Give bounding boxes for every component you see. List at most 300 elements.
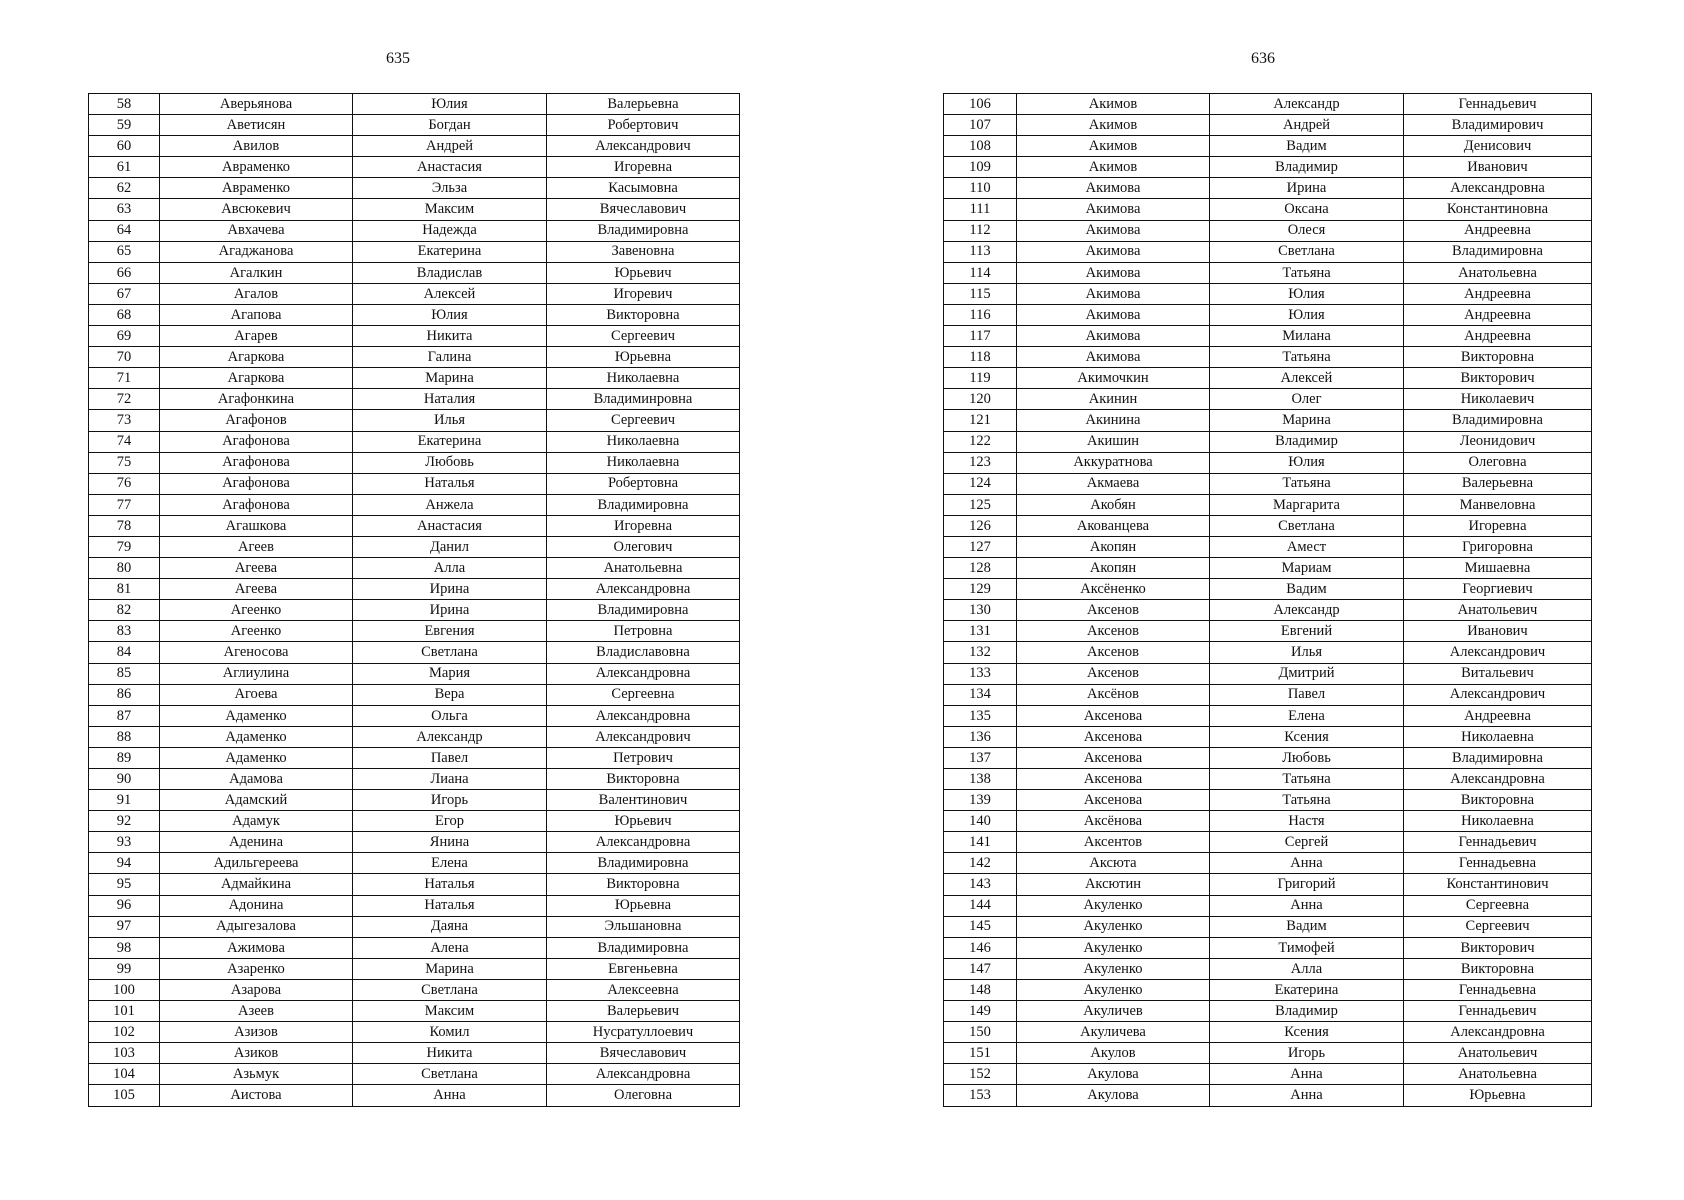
patronymic-cell: Александровна: [547, 579, 740, 600]
first-name-cell: Комил: [353, 1022, 547, 1043]
row-number-cell: 153: [944, 1085, 1017, 1106]
surname-cell: Агаджанова: [160, 241, 353, 262]
first-name-cell: Анастасия: [353, 515, 547, 536]
first-name-cell: Оксана: [1210, 199, 1404, 220]
row-number-cell: 83: [89, 621, 160, 642]
first-name-cell: Владимир: [1210, 431, 1404, 452]
patronymic-cell: Геннадьевна: [1404, 979, 1592, 1000]
row-number-cell: 78: [89, 515, 160, 536]
first-name-cell: Алла: [1210, 958, 1404, 979]
table-row: [944, 431, 1592, 452]
patronymic-cell: Владимировна: [1404, 410, 1592, 431]
patronymic-cell: Эльшановна: [547, 916, 740, 937]
first-name-cell: Лиана: [353, 769, 547, 790]
table-row: [89, 853, 740, 874]
table-row: [944, 684, 1592, 705]
first-name-cell: Павел: [1210, 684, 1404, 705]
row-number-cell: 97: [89, 916, 160, 937]
table-row: [89, 368, 740, 389]
patronymic-cell: Иванович: [1404, 157, 1592, 178]
row-number-cell: 149: [944, 1001, 1017, 1022]
first-name-cell: Ксения: [1210, 726, 1404, 747]
surname-cell: Агафонова: [160, 473, 353, 494]
first-name-cell: Елена: [353, 853, 547, 874]
first-name-cell: Егор: [353, 811, 547, 832]
surname-cell: Акуленко: [1017, 895, 1210, 916]
row-number-cell: 60: [89, 136, 160, 157]
surname-cell: Аксенов: [1017, 600, 1210, 621]
patronymic-cell: Алексеевна: [547, 979, 740, 1000]
surname-cell: Акулова: [1017, 1064, 1210, 1085]
table-row: [944, 241, 1592, 262]
first-name-cell: Илья: [353, 410, 547, 431]
table-row: [944, 157, 1592, 178]
first-name-cell: Настя: [1210, 811, 1404, 832]
table-row: [944, 790, 1592, 811]
row-number-cell: 69: [89, 326, 160, 347]
surname-cell: Авсюкевич: [160, 199, 353, 220]
patronymic-cell: Андреевна: [1404, 283, 1592, 304]
table-row: [89, 283, 740, 304]
row-number-cell: 138: [944, 769, 1017, 790]
row-number-cell: 133: [944, 663, 1017, 684]
row-number-cell: 151: [944, 1043, 1017, 1064]
first-name-cell: Юлия: [353, 304, 547, 325]
surname-cell: Авхачева: [160, 220, 353, 241]
patronymic-cell: Георгиевич: [1404, 579, 1592, 600]
surname-cell: Акимова: [1017, 178, 1210, 199]
table-row: [89, 199, 740, 220]
patronymic-cell: Иванович: [1404, 621, 1592, 642]
table-row: [944, 747, 1592, 768]
patronymic-cell: Николаевна: [1404, 811, 1592, 832]
patronymic-cell: Викторовна: [1404, 347, 1592, 368]
surname-cell: Акулова: [1017, 1085, 1210, 1106]
surname-cell: Авраменко: [160, 178, 353, 199]
patronymic-cell: Андреевна: [1404, 326, 1592, 347]
first-name-cell: Максим: [353, 199, 547, 220]
surname-cell: Агеносова: [160, 642, 353, 663]
patronymic-cell: Александровна: [547, 1064, 740, 1085]
row-number-cell: 120: [944, 389, 1017, 410]
patronymic-cell: Константинович: [1404, 874, 1592, 895]
row-number-cell: 72: [89, 389, 160, 410]
surname-cell: Агаркова: [160, 347, 353, 368]
name-table: [943, 93, 1592, 1107]
first-name-cell: Евгений: [1210, 621, 1404, 642]
first-name-cell: Татьяна: [1210, 790, 1404, 811]
patronymic-cell: Анатольевич: [1404, 600, 1592, 621]
table-row: [89, 515, 740, 536]
surname-cell: Азаренко: [160, 958, 353, 979]
first-name-cell: Олеся: [1210, 220, 1404, 241]
first-name-cell: Светлана: [353, 1064, 547, 1085]
row-number-cell: 104: [89, 1064, 160, 1085]
surname-cell: Акулов: [1017, 1043, 1210, 1064]
row-number-cell: 132: [944, 642, 1017, 663]
first-name-cell: Андрей: [353, 136, 547, 157]
patronymic-cell: Манвеловна: [1404, 494, 1592, 515]
patronymic-cell: Анатольевна: [547, 558, 740, 579]
table-row: [89, 684, 740, 705]
row-number-cell: 128: [944, 558, 1017, 579]
surname-cell: Акимова: [1017, 304, 1210, 325]
row-number-cell: 85: [89, 663, 160, 684]
row-number-cell: 145: [944, 916, 1017, 937]
surname-cell: Азарова: [160, 979, 353, 1000]
table-row: [944, 853, 1592, 874]
table-row: [89, 220, 740, 241]
patronymic-cell: Владимировна: [1404, 241, 1592, 262]
surname-cell: Адаменко: [160, 726, 353, 747]
surname-cell: Аксютин: [1017, 874, 1210, 895]
table-row: [89, 1001, 740, 1022]
row-number-cell: 110: [944, 178, 1017, 199]
surname-cell: Агафонова: [160, 431, 353, 452]
first-name-cell: Янина: [353, 832, 547, 853]
first-name-cell: Галина: [353, 347, 547, 368]
patronymic-cell: Олеговна: [547, 1085, 740, 1106]
row-number-cell: 101: [89, 1001, 160, 1022]
surname-cell: Адмайкина: [160, 874, 353, 895]
table-row: [944, 1001, 1592, 1022]
surname-cell: Агеенко: [160, 621, 353, 642]
table-row: [944, 536, 1592, 557]
first-name-cell: Вадим: [1210, 916, 1404, 937]
first-name-cell: Александр: [1210, 600, 1404, 621]
row-number-cell: 91: [89, 790, 160, 811]
first-name-cell: Алексей: [1210, 368, 1404, 389]
row-number-cell: 150: [944, 1022, 1017, 1043]
surname-cell: Аксенов: [1017, 621, 1210, 642]
row-number-cell: 61: [89, 157, 160, 178]
table-row: [89, 389, 740, 410]
surname-cell: Аксюта: [1017, 853, 1210, 874]
row-number-cell: 76: [89, 473, 160, 494]
first-name-cell: Ирина: [353, 579, 547, 600]
first-name-cell: Наталья: [353, 895, 547, 916]
surname-cell: Агеева: [160, 579, 353, 600]
table-row: [944, 937, 1592, 958]
first-name-cell: Анна: [1210, 895, 1404, 916]
patronymic-cell: Геннадьевич: [1404, 1001, 1592, 1022]
surname-cell: Азиков: [160, 1043, 353, 1064]
surname-cell: Аксенова: [1017, 726, 1210, 747]
surname-cell: Агалов: [160, 283, 353, 304]
row-number-cell: 71: [89, 368, 160, 389]
table-row: [944, 705, 1592, 726]
first-name-cell: Алла: [353, 558, 547, 579]
patronymic-cell: Игоревна: [547, 157, 740, 178]
surname-cell: Агеенко: [160, 600, 353, 621]
patronymic-cell: Александровна: [547, 663, 740, 684]
first-name-cell: Марина: [1210, 410, 1404, 431]
table-row: [89, 621, 740, 642]
first-name-cell: Юлия: [1210, 283, 1404, 304]
table-row: [944, 494, 1592, 515]
row-number-cell: 99: [89, 958, 160, 979]
patronymic-cell: Витальевич: [1404, 663, 1592, 684]
patronymic-cell: Петровна: [547, 621, 740, 642]
table-row: [89, 536, 740, 557]
first-name-cell: Игорь: [353, 790, 547, 811]
surname-cell: Агоева: [160, 684, 353, 705]
row-number-cell: 82: [89, 600, 160, 621]
surname-cell: Аксенова: [1017, 769, 1210, 790]
surname-cell: Азьмук: [160, 1064, 353, 1085]
patronymic-cell: Александровна: [1404, 769, 1592, 790]
patronymic-cell: Юрьевич: [547, 811, 740, 832]
row-number-cell: 135: [944, 705, 1017, 726]
surname-cell: Агафонов: [160, 410, 353, 431]
first-name-cell: Дмитрий: [1210, 663, 1404, 684]
table-row: [944, 389, 1592, 410]
surname-cell: Аверьянова: [160, 94, 353, 115]
surname-cell: Акуличев: [1017, 1001, 1210, 1022]
surname-cell: Акмаева: [1017, 473, 1210, 494]
row-number-cell: 126: [944, 515, 1017, 536]
table-row: [89, 304, 740, 325]
table-row: [944, 136, 1592, 157]
patronymic-cell: Юрьевна: [547, 895, 740, 916]
surname-cell: Аксенова: [1017, 747, 1210, 768]
patronymic-cell: Александровна: [547, 705, 740, 726]
row-number-cell: 74: [89, 431, 160, 452]
table-row: [89, 979, 740, 1000]
row-number-cell: 93: [89, 832, 160, 853]
patronymic-cell: Андреевна: [1404, 705, 1592, 726]
first-name-cell: Анастасия: [353, 157, 547, 178]
table-row: [944, 642, 1592, 663]
table-row: [89, 410, 740, 431]
surname-cell: Азизов: [160, 1022, 353, 1043]
surname-cell: Адамский: [160, 790, 353, 811]
first-name-cell: Наталия: [353, 389, 547, 410]
row-number-cell: 118: [944, 347, 1017, 368]
first-name-cell: Маргарита: [1210, 494, 1404, 515]
patronymic-cell: Робертович: [547, 115, 740, 136]
table-row: [89, 94, 740, 115]
first-name-cell: Игорь: [1210, 1043, 1404, 1064]
row-number-cell: 92: [89, 811, 160, 832]
row-number-cell: 79: [89, 536, 160, 557]
table-row: [89, 178, 740, 199]
row-number-cell: 125: [944, 494, 1017, 515]
row-number-cell: 88: [89, 726, 160, 747]
row-number-cell: 131: [944, 621, 1017, 642]
table-row: [89, 262, 740, 283]
patronymic-cell: Григоровна: [1404, 536, 1592, 557]
table-row: [89, 832, 740, 853]
table-row: [89, 347, 740, 368]
table-row: [944, 726, 1592, 747]
patronymic-cell: Александрович: [547, 726, 740, 747]
patronymic-cell: Сергеевич: [1404, 916, 1592, 937]
patronymic-cell: Владимирович: [1404, 115, 1592, 136]
surname-cell: Аглиулина: [160, 663, 353, 684]
surname-cell: Аксенова: [1017, 790, 1210, 811]
patronymic-cell: Николаевич: [1404, 389, 1592, 410]
row-number-cell: 113: [944, 241, 1017, 262]
patronymic-cell: Валерьевич: [547, 1001, 740, 1022]
first-name-cell: Ирина: [353, 600, 547, 621]
patronymic-cell: Касымовна: [547, 178, 740, 199]
first-name-cell: Вера: [353, 684, 547, 705]
first-name-cell: Павел: [353, 747, 547, 768]
first-name-cell: Любовь: [1210, 747, 1404, 768]
table-row: [89, 157, 740, 178]
surname-cell: Аксенов: [1017, 663, 1210, 684]
surname-cell: Акимов: [1017, 94, 1210, 115]
table-row: [944, 452, 1592, 473]
row-number-cell: 95: [89, 874, 160, 895]
table-row: [89, 916, 740, 937]
first-name-cell: Григорий: [1210, 874, 1404, 895]
patronymic-cell: Николаевна: [547, 368, 740, 389]
row-number-cell: 108: [944, 136, 1017, 157]
patronymic-cell: Игоревна: [547, 515, 740, 536]
first-name-cell: Богдан: [353, 115, 547, 136]
surname-cell: Аденина: [160, 832, 353, 853]
first-name-cell: Никита: [353, 326, 547, 347]
table-row: [944, 115, 1592, 136]
surname-cell: Акуленко: [1017, 958, 1210, 979]
table-row: [944, 558, 1592, 579]
first-name-cell: Алена: [353, 937, 547, 958]
row-number-cell: 66: [89, 262, 160, 283]
table-row: [944, 1085, 1592, 1106]
row-number-cell: 59: [89, 115, 160, 136]
first-name-cell: Олег: [1210, 389, 1404, 410]
surname-cell: Акимочкин: [1017, 368, 1210, 389]
row-number-cell: 129: [944, 579, 1017, 600]
surname-cell: Адаменко: [160, 747, 353, 768]
patronymic-cell: Викторовна: [1404, 790, 1592, 811]
surname-cell: Акобян: [1017, 494, 1210, 515]
patronymic-cell: Олегович: [547, 536, 740, 557]
patronymic-cell: Николаевна: [547, 431, 740, 452]
first-name-cell: Юлия: [353, 94, 547, 115]
row-number-cell: 64: [89, 220, 160, 241]
surname-cell: Акопян: [1017, 558, 1210, 579]
row-number-cell: 137: [944, 747, 1017, 768]
row-number-cell: 124: [944, 473, 1017, 494]
patronymic-cell: Владимировна: [547, 220, 740, 241]
surname-cell: Ажимова: [160, 937, 353, 958]
patronymic-cell: Робертовна: [547, 473, 740, 494]
row-number-cell: 81: [89, 579, 160, 600]
table-row: [89, 769, 740, 790]
patronymic-cell: Геннадьевич: [1404, 832, 1592, 853]
patronymic-cell: Александровна: [1404, 1022, 1592, 1043]
table-row: [944, 811, 1592, 832]
first-name-cell: Светлана: [353, 642, 547, 663]
table-row: [944, 347, 1592, 368]
patronymic-cell: Владимировна: [547, 600, 740, 621]
row-number-cell: 152: [944, 1064, 1017, 1085]
first-name-cell: Сергей: [1210, 832, 1404, 853]
row-number-cell: 103: [89, 1043, 160, 1064]
surname-cell: Аксёнов: [1017, 684, 1210, 705]
first-name-cell: Светлана: [1210, 241, 1404, 262]
patronymic-cell: Денисович: [1404, 136, 1592, 157]
surname-cell: Аксенов: [1017, 642, 1210, 663]
row-number-cell: 63: [89, 199, 160, 220]
table-row: [89, 1022, 740, 1043]
table-row: [944, 621, 1592, 642]
patronymic-cell: Нусратуллоевич: [547, 1022, 740, 1043]
surname-cell: Адамук: [160, 811, 353, 832]
table-row: [944, 895, 1592, 916]
row-number-cell: 144: [944, 895, 1017, 916]
first-name-cell: Светлана: [1210, 515, 1404, 536]
table-row: [944, 958, 1592, 979]
table-row: [944, 663, 1592, 684]
row-number-cell: 136: [944, 726, 1017, 747]
row-number-cell: 75: [89, 452, 160, 473]
table-row: [89, 326, 740, 347]
patronymic-cell: Владимировна: [547, 853, 740, 874]
first-name-cell: Мария: [353, 663, 547, 684]
surname-cell: Агафонкина: [160, 389, 353, 410]
surname-cell: Аветисян: [160, 115, 353, 136]
first-name-cell: Эльза: [353, 178, 547, 199]
row-number-cell: 148: [944, 979, 1017, 1000]
first-name-cell: Владимир: [1210, 1001, 1404, 1022]
first-name-cell: Анна: [1210, 1064, 1404, 1085]
patronymic-cell: Петрович: [547, 747, 740, 768]
row-number-cell: 116: [944, 304, 1017, 325]
surname-cell: Адонина: [160, 895, 353, 916]
table-row: [89, 473, 740, 494]
right-page: [842, 0, 1684, 1200]
row-number-cell: 112: [944, 220, 1017, 241]
first-name-cell: Ирина: [1210, 178, 1404, 199]
page-number: 636: [1251, 50, 1275, 67]
row-number-cell: 105: [89, 1085, 160, 1106]
surname-cell: Акимова: [1017, 262, 1210, 283]
patronymic-cell: Владимировна: [547, 494, 740, 515]
surname-cell: Агаркова: [160, 368, 353, 389]
patronymic-cell: Викторовна: [547, 874, 740, 895]
patronymic-cell: Валерьевна: [547, 94, 740, 115]
row-number-cell: 127: [944, 536, 1017, 557]
row-number-cell: 89: [89, 747, 160, 768]
name-table: [88, 93, 740, 1107]
table-row: [89, 241, 740, 262]
surname-cell: Азеев: [160, 1001, 353, 1022]
surname-cell: Акишин: [1017, 431, 1210, 452]
surname-cell: Аксёнова: [1017, 811, 1210, 832]
surname-cell: Агеев: [160, 536, 353, 557]
patronymic-cell: Вячеславович: [547, 1043, 740, 1064]
row-number-cell: 109: [944, 157, 1017, 178]
first-name-cell: Наталья: [353, 874, 547, 895]
surname-cell: Авилов: [160, 136, 353, 157]
first-name-cell: Вадим: [1210, 579, 1404, 600]
table-row: [944, 368, 1592, 389]
surname-cell: Аксёненко: [1017, 579, 1210, 600]
patronymic-cell: Владиминровна: [547, 389, 740, 410]
first-name-cell: Евгения: [353, 621, 547, 642]
first-name-cell: Ксения: [1210, 1022, 1404, 1043]
patronymic-cell: Викторович: [1404, 368, 1592, 389]
surname-cell: Адильгереева: [160, 853, 353, 874]
row-number-cell: 80: [89, 558, 160, 579]
row-number-cell: 139: [944, 790, 1017, 811]
patronymic-cell: Анатольевич: [1404, 1043, 1592, 1064]
table-row: [89, 705, 740, 726]
